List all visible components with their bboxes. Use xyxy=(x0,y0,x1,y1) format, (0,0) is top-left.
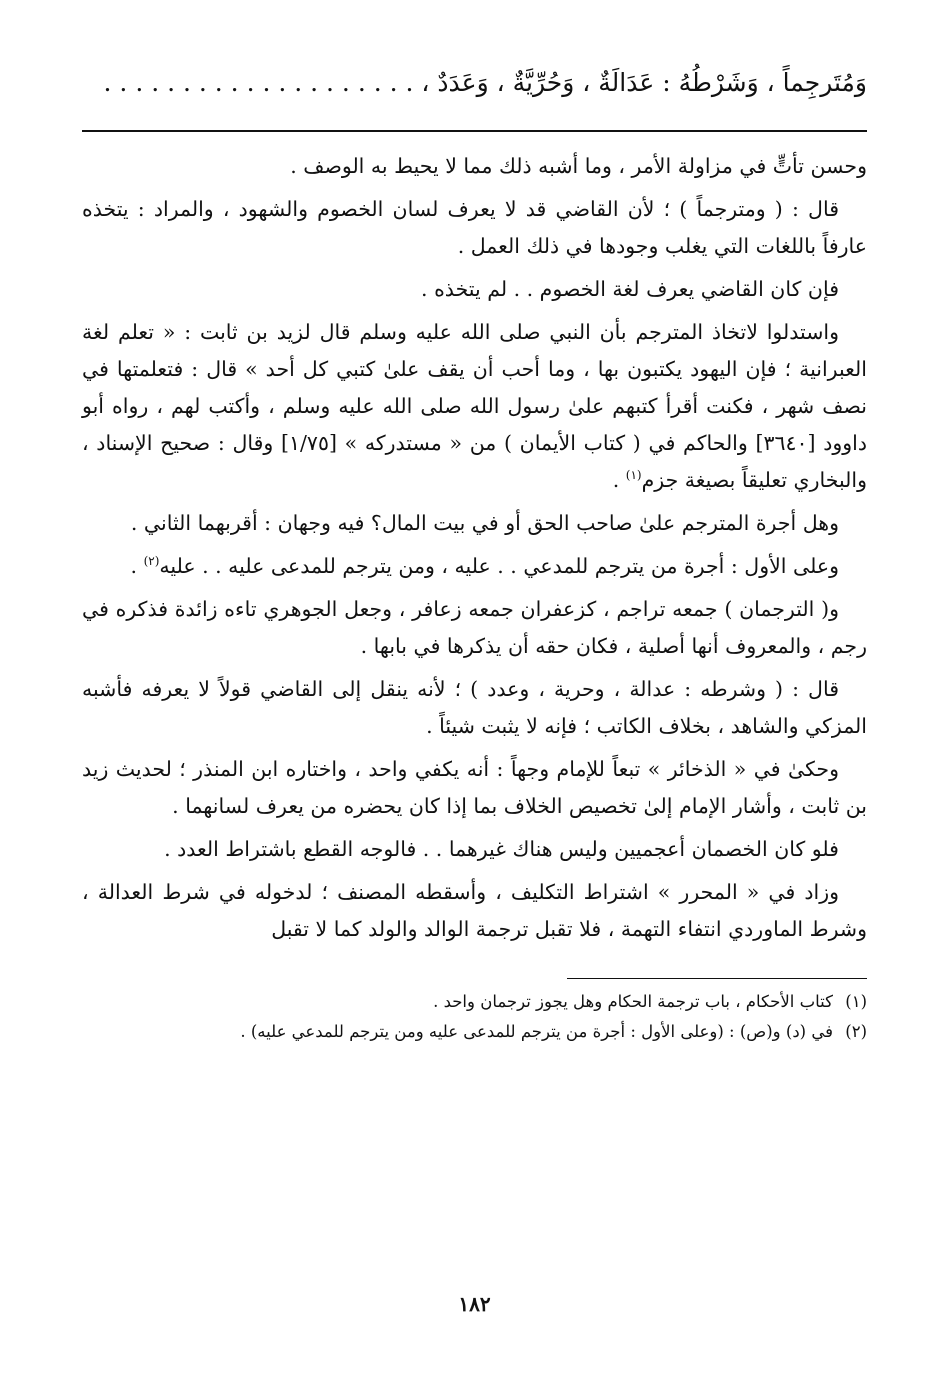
paragraph-text: واستدلوا لاتخاذ المترجم بأن النبي صلى الله عليه وسلم قال لزيد بن ثابت : « تعلم لغة العبرانية ؛ فإن اليهود يكتبون بها ، وما أحب أن يقف علىٰ كتبي كل أحد » قال : فتعلمتها في نصف شهر ، فكنت أقرأ كتبهم علىٰ رسول الله صلى الله عليه وسلم ، وأكتب لهم ، رواه أبو داوود [٣٦٤٠] والحاكم في ( كتاب الأيمان ) من « مستدركه » [١/٧٥] وقال : صحيح الإسناد ، والبخاري تعليقاً بصيغة جزم xyxy=(82,320,867,492)
book-page xyxy=(82,60,867,1320)
paragraph: و( الترجمان ) جمعه تراجم ، كزعفران جمعه زعافر ، وجعل الجوهري تاءه زائدة فذكره في رجم ، والمعروف أنها أصلية ، فكان حقه أن يذكرها في بابها . xyxy=(82,597,867,658)
paragraph-with-footnote: وعلى الأول : أجرة من يترجم للمدعي . . عليه ، ومن يترجم للمدعى عليه . . عليه$^{(٢)}$ . xyxy=(130,554,839,578)
footnote-rule xyxy=(567,978,867,979)
main-text xyxy=(82,148,867,948)
footnote xyxy=(82,987,867,1017)
footnote-ref: (١) xyxy=(625,468,642,483)
paragraph: قال : ( ومترجماً ) ؛ لأن القاضي قد لا يعرف لسان الخصوم والشهود ، والمراد : يتخذه عارفاً باللغات التي يغلب وجودها في ذلك العمل . xyxy=(82,197,867,258)
footnote xyxy=(82,1017,867,1047)
paragraph: وحسن تأتٍّ في مزاولة الأمر ، وما أشبه ذلك مما لا يحيط به الوصف . xyxy=(290,154,867,178)
footnote-ref: (٢) xyxy=(143,554,160,569)
footnote-text: في (د) و(ص) : (وعلى الأول : أجرة من يترجم للمدعى عليه ومن يترجم للمدعي عليه) . xyxy=(240,1022,833,1041)
paragraph: فلو كان الخصمان أعجميين وليس هناك غيرهما . . فالوجه القطع باشتراط العدد . xyxy=(164,837,839,861)
paragraph-with-footnote: واستدلوا لاتخاذ المترجم بأن النبي صلى الله عليه وسلم قال لزيد بن ثابت : « تعلم لغة العبرانية ؛ فإن اليهود يكتبون بها ، وما أحب أن يقف علىٰ كتبي كل أحد » قال : فتعلمتها في نصف شهر ، فكنت أقرأ كتبهم علىٰ رسول الله صلى الله عليه وسلم ، وأكتب لهم ، رواه أبو داوود [٣٦٤٠] والحاكم في ( كتاب الأيمان ) من « مستدركه » [١/٧٥] وقال : صحيح الإسناد ، والبخاري تعليقاً بصيغة جزم$^{(١)}$ . xyxy=(82,320,867,492)
paragraph: وحكىٰ في « الذخائر » تبعاً للإمام وجهاً : أنه يكفي واحد ، واختاره ابن المنذر ؛ لحديث زيد بن ثابت ، وأشار الإمام إلىٰ تخصيص الخلاف بما إذا كان يحضره من يعرف لسانهما . xyxy=(82,757,867,818)
page-number: ١٨٢ xyxy=(458,1292,491,1316)
footnote-number: (٢) xyxy=(845,1022,867,1041)
paragraph: فإن كان القاضي يعرف لغة الخصوم . . لم يتخذه . xyxy=(421,277,839,301)
paragraph: قال : ( وشرطه : عدالة ، وحرية ، وعدد ) ؛ لأنه ينقل إلى القاضي قولاً لا يعرفه فأشبه المزكي والشاهد ، بخلاف الكاتب ؛ فإنه لا يثبت شيئاً . xyxy=(82,677,867,738)
footnotes xyxy=(82,987,867,1047)
running-header: وَمُتَرجِماً ، وَشَرْطُهُ : عَدَالَةٌ ، وَحُرِّيَّةٌ ، وَعَدَدٌ ، . . . . . . . . . . . . . . . . . . . . xyxy=(103,68,867,97)
paragraph: وزاد في « المحرر » اشتراط التكليف ، وأسقطه المصنف ؛ لدخوله في شرط العدالة ، وشرط الماوردي انتفاء التهمة ، فلا تقبل ترجمة الوالد والولد كما لا تقبل xyxy=(82,880,867,941)
header-rule xyxy=(82,130,867,132)
footnote-number: (١) xyxy=(845,992,867,1011)
paragraph: وهل أجرة المترجم علىٰ صاحب الحق أو في بيت المال؟ فيه وجهان : أقربهما الثاني . xyxy=(130,511,839,535)
footnote-text: كتاب الأحكام ، باب ترجمة الحكام وهل يجوز ترجمان واحد . xyxy=(433,992,833,1011)
paragraph-text: وعلى الأول : أجرة من يترجم للمدعي . . عليه ، ومن يترجم للمدعى عليه . . عليه xyxy=(159,554,839,578)
